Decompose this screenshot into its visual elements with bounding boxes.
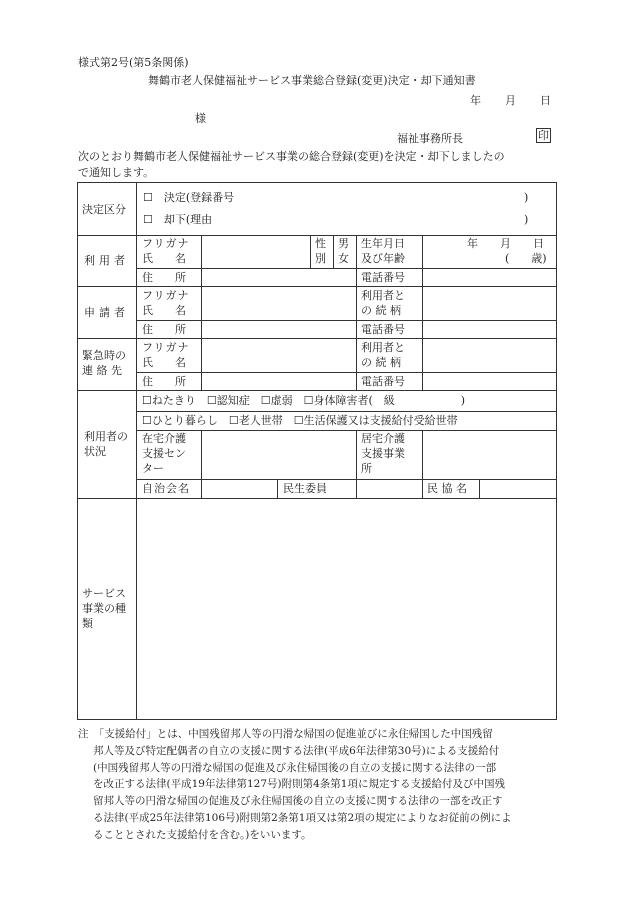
date-day: 日 xyxy=(540,94,551,107)
service-label-3: 類 xyxy=(82,617,93,630)
applicant-phone-label: 電話番号 xyxy=(361,323,405,336)
document-title: 舞鶴市老人保健福祉サービス事業総合登録(変更)決定・却下通知書 xyxy=(148,74,476,87)
applicant-furigana-label: フリガナ xyxy=(142,289,190,302)
decision-reject-checkbox[interactable]: ☐ 却下(理由 xyxy=(143,213,213,226)
service-label-1: サービ xyxy=(82,587,115,600)
user-birth-label-1: 生年月日 xyxy=(361,237,405,250)
care-office-label-2: 支援事業 xyxy=(361,447,405,460)
user-sex-label-2: 別 xyxy=(315,252,326,265)
user-name-label: 氏 名 xyxy=(142,252,186,265)
footnote-line: ることとされた支援給付を含む。)をいいます。 xyxy=(93,828,312,841)
emergency-address-label: 住 所 xyxy=(142,375,186,388)
footnote-line: 留邦人等の円滑な帰国の促進及び永住帰国後の自立の支援に関する法律の一部を改正す xyxy=(93,795,503,808)
care-office-label-3: 所 xyxy=(361,462,372,475)
service-label-2: 事業の種 xyxy=(82,602,126,615)
date-month: 月 xyxy=(505,94,516,107)
user-phone-label: 電話番号 xyxy=(361,271,405,284)
applicant-relation-2: の 続 柄 xyxy=(361,304,401,317)
intro-line-1: 次のとおり舞鶴市老人保健福祉サービス事業の総合登録(変更)を決定・却下しましたの xyxy=(78,150,505,163)
status-conditions-row-2[interactable]: ☐ひとり暮らし ☐老人世帯 ☐生活保護又は支援給付受給世帯 xyxy=(142,414,458,427)
footnote-line: 邦人等及び特定配偶者の自立の支援に関する法律(平成6年法律第30号)による支援給付 xyxy=(93,744,500,757)
footnote-line: 注 「支援給付」とは、中国残留邦人等の円滑な帰国の促進並びに永住帰国した中国残留 xyxy=(78,728,493,740)
care-office-label-1: 居宅介護 xyxy=(361,432,405,445)
intro-line-2: で通知します。 xyxy=(78,166,155,179)
status-label-1: 利用者の xyxy=(84,430,128,443)
decision-label: 決定区分 xyxy=(82,203,126,216)
user-sex-label-1: 性 xyxy=(315,237,326,250)
council-label: 自治会名 xyxy=(142,482,190,495)
emergency-label-1: 緊急時の xyxy=(82,349,126,362)
applicant-name-label: 氏 名 xyxy=(142,304,186,317)
emergency-relation-1: 利用者と xyxy=(361,341,405,354)
service-label-s: ス xyxy=(115,587,126,600)
user-birth-label-2: 及び年齢 xyxy=(361,252,405,265)
footnote-line: る法律(平成25年法律第106号)附則第2条第1項又は第2項の規定によりなお従前の例によ xyxy=(93,811,512,824)
care-center-label-2: 支援セン xyxy=(142,447,186,460)
status-conditions-row-1[interactable]: ☐ねたきり ☐認知症 ☐虚弱 ☐身体障害者( 級 ) xyxy=(142,394,466,407)
applicant-address-label: 住 所 xyxy=(142,323,186,336)
seal-box: 印 xyxy=(538,129,549,142)
user-sex-male[interactable]: 男 xyxy=(338,237,349,250)
form-id: 様式第2号(第5条関係) xyxy=(78,56,189,69)
decision-reject-close: ) xyxy=(524,213,529,226)
addressee-suffix: 様 xyxy=(195,112,206,125)
issuer: 福祉事務所長 xyxy=(397,132,463,145)
footnote xyxy=(78,726,558,844)
applicant-label: 申請者 xyxy=(84,306,129,319)
footnote-line: を改正する法律(平成19年法律第127号)附則第4条第1項に規定する支援給付及び中国残 xyxy=(93,778,505,791)
user-label: 利用者 xyxy=(84,254,129,267)
emergency-relation-2: の 続 柄 xyxy=(361,356,401,369)
welfare-commissioner-label: 民生委員 xyxy=(283,482,327,495)
minkyo-label: 民 協 名 xyxy=(427,482,467,495)
emergency-furigana-label: フリガナ xyxy=(142,341,190,354)
user-age: ( 歳) xyxy=(505,252,547,265)
emergency-phone-label: 電話番号 xyxy=(361,375,405,388)
care-center-label-1: 在宅介護 xyxy=(142,432,186,445)
footnote-line: (中国残留邦人等の円滑な帰国の促進及び永住帰国後の自立の支援に関する法律の一部 xyxy=(93,761,497,774)
user-furigana-label: フリガナ xyxy=(142,237,190,250)
date-year: 年 xyxy=(470,94,481,107)
user-address-label: 住 所 xyxy=(142,271,186,284)
care-center-label-3: ター xyxy=(142,462,164,475)
user-sex-female[interactable]: 女 xyxy=(338,252,349,265)
user-birth-ymd: 年 月 日 xyxy=(467,237,544,250)
emergency-label-2: 連 絡 先 xyxy=(82,364,122,377)
decision-approve-checkbox[interactable]: ☐ 決定(登録番号 xyxy=(143,191,235,204)
emergency-name-label: 氏 名 xyxy=(142,356,186,369)
decision-approve-close: ) xyxy=(524,191,529,204)
status-label-2: 状況 xyxy=(84,445,106,458)
applicant-relation-1: 利用者と xyxy=(361,289,405,302)
